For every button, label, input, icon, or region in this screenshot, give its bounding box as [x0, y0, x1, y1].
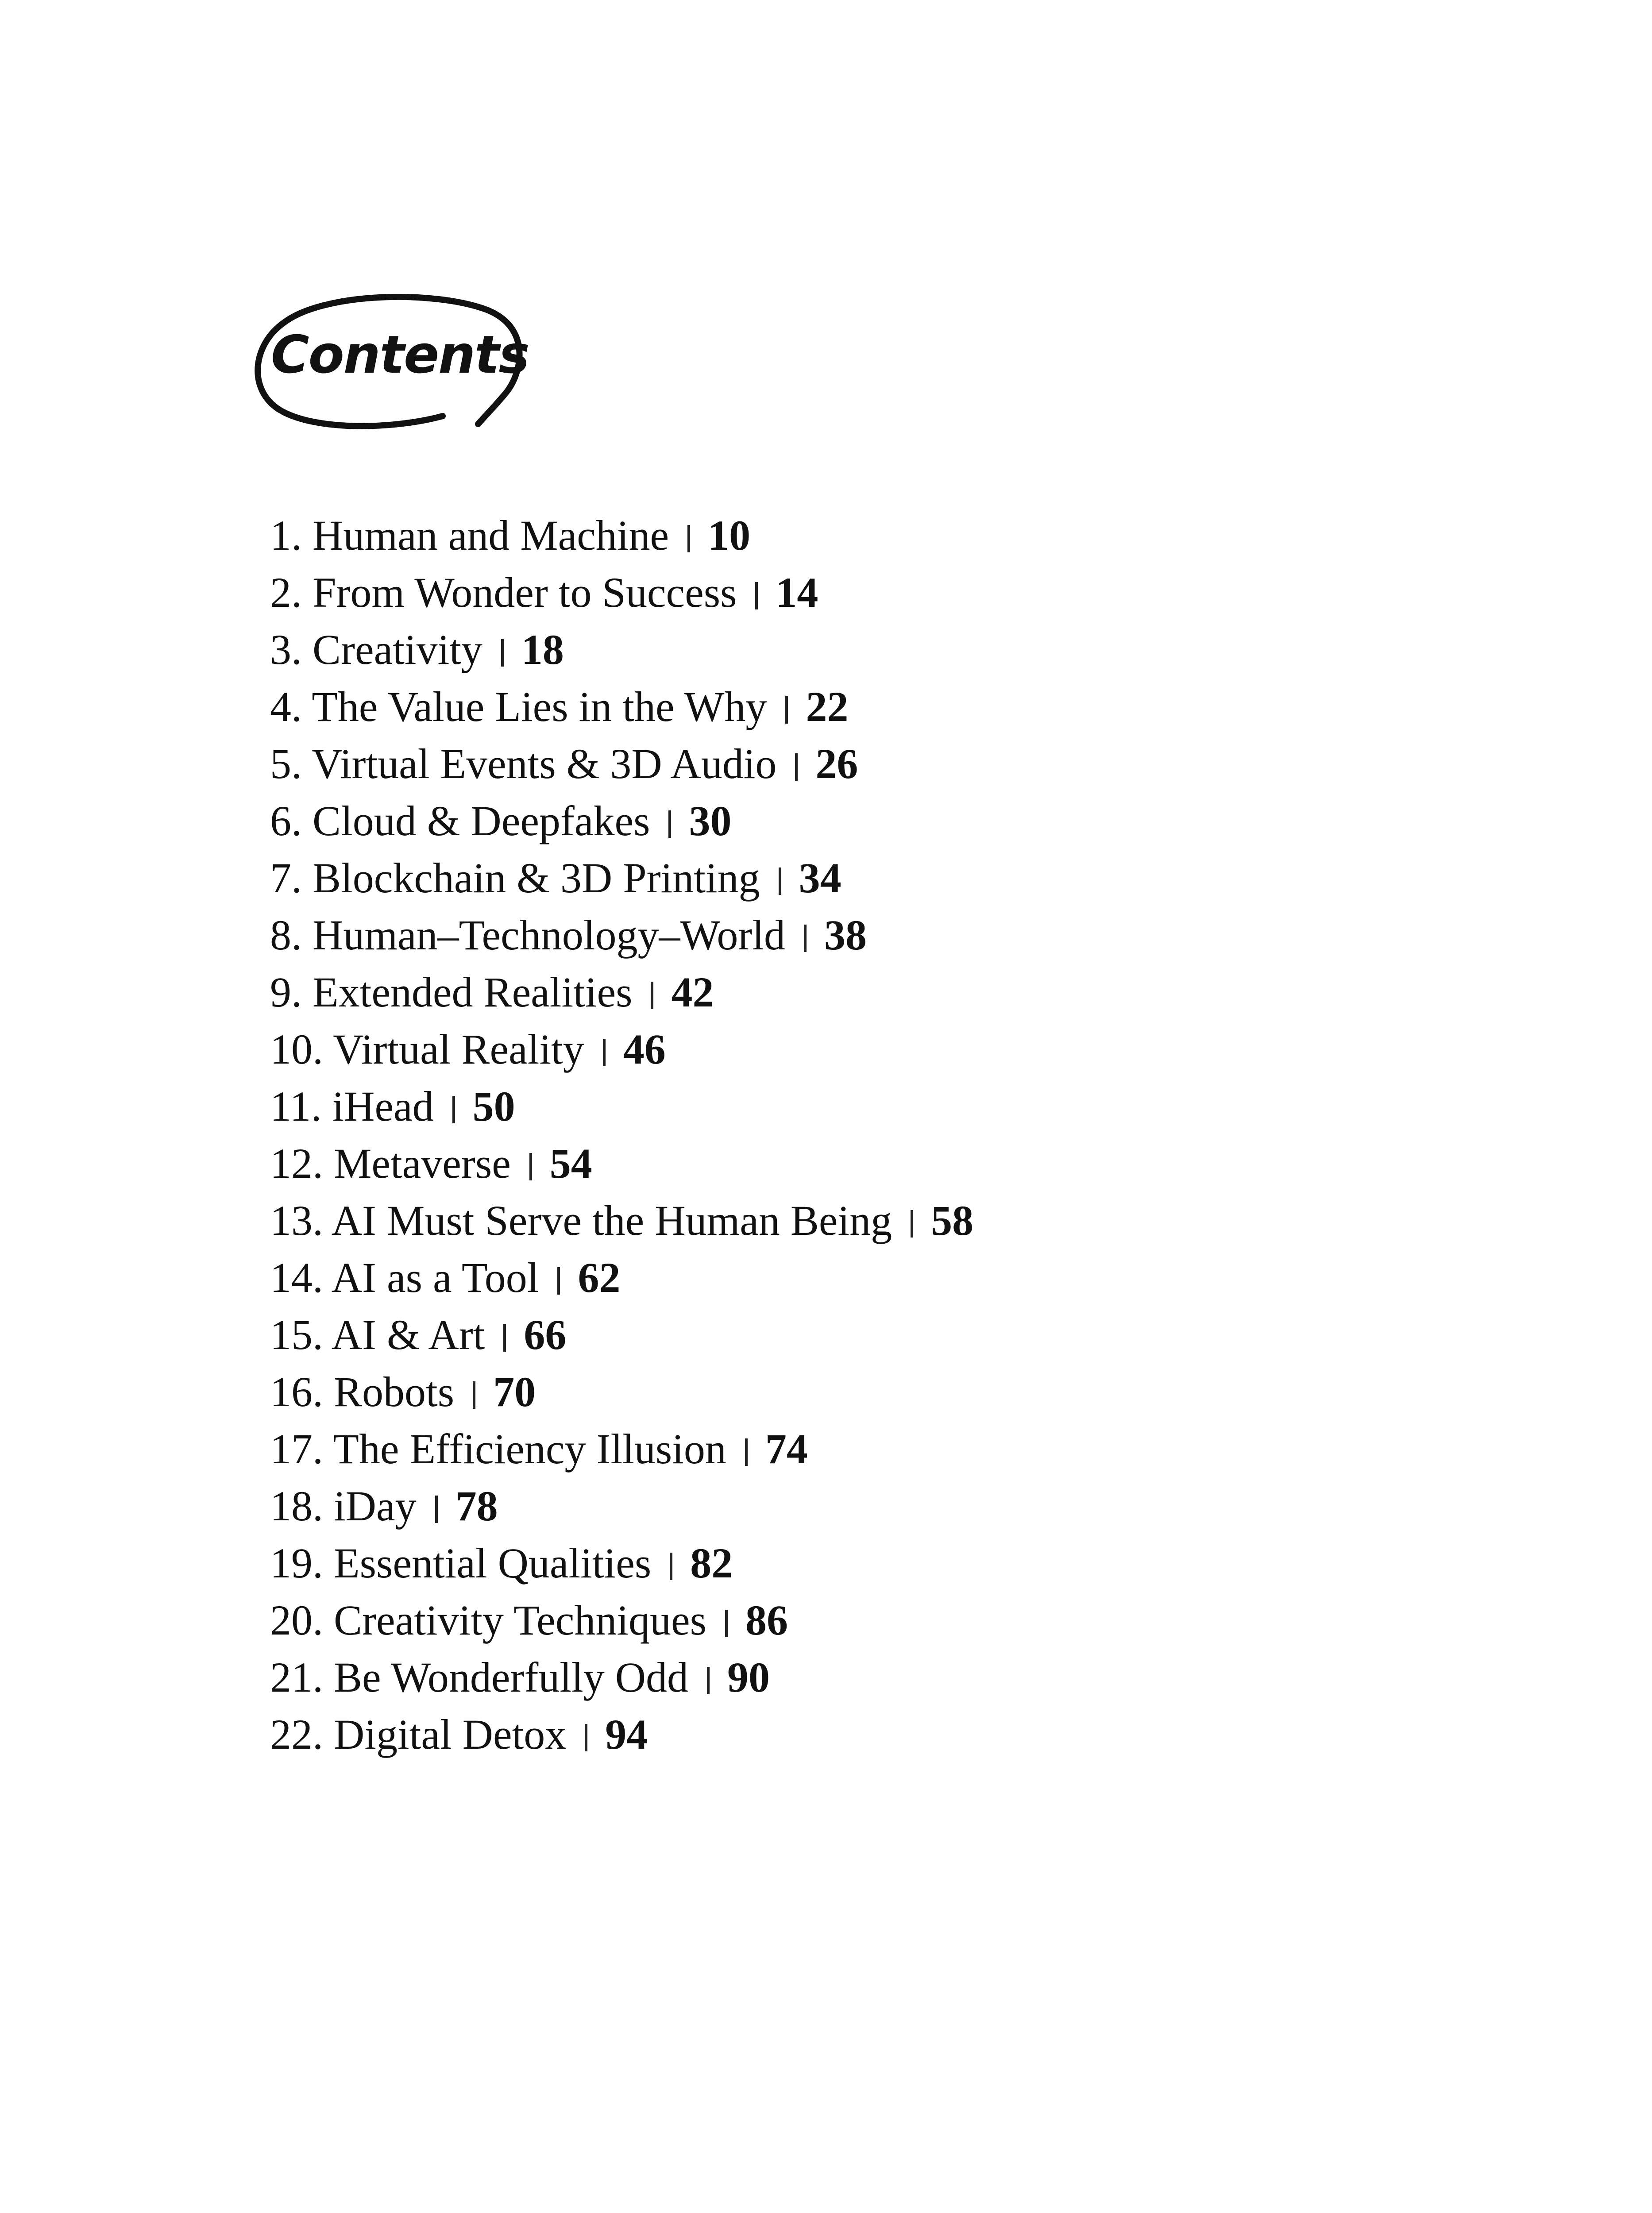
toc-separator	[452, 1096, 455, 1123]
toc-separator	[668, 810, 671, 838]
toc-entry-title: 12. Metaverse	[270, 1140, 511, 1187]
toc-entry	[270, 964, 973, 1021]
toc-entry-page-number: 34	[799, 854, 841, 902]
toc-entry-page-number: 26	[815, 740, 858, 787]
toc-entry	[270, 1078, 973, 1135]
toc-entry-title: 18. iDay	[270, 1482, 417, 1530]
toc-entry	[270, 849, 973, 906]
toc-entry-page-number: 70	[493, 1368, 536, 1415]
toc-entry	[270, 1477, 973, 1534]
toc-entry-title: 19. Essential Qualities	[270, 1539, 652, 1587]
toc-entry	[270, 1649, 973, 1706]
toc-entry-page-number: 46	[623, 1026, 666, 1073]
toc-entry-page-number: 78	[455, 1482, 498, 1530]
toc-separator	[779, 867, 781, 895]
toc-separator	[804, 925, 807, 952]
toc-entry-page-number: 90	[727, 1654, 770, 1701]
toc-entry-page-number: 94	[605, 1711, 648, 1758]
table-of-contents	[270, 507, 973, 1763]
toc-entry-page-number: 82	[690, 1539, 733, 1587]
toc-entry-title: 9. Extended Realities	[270, 968, 633, 1016]
toc-entry-title: 21. Be Wonderfully Odd	[270, 1654, 689, 1701]
toc-entry-title: 13. AI Must Serve the Human Being	[270, 1197, 892, 1244]
toc-entry	[270, 1420, 973, 1477]
toc-entry-title: 2. From Wonder to Success	[270, 569, 737, 616]
toc-separator	[911, 1210, 913, 1238]
toc-entry-title: 8. Human–Technology–World	[270, 911, 785, 959]
toc-entry-title: 3. Creativity	[270, 626, 482, 673]
toc-entry	[270, 1135, 973, 1192]
toc-separator	[557, 1267, 560, 1295]
toc-entry-title: 17. The Efficiency Illusion	[270, 1425, 726, 1473]
toc-entry-page-number: 42	[671, 968, 714, 1016]
page-title: Contents	[271, 324, 529, 385]
toc-separator	[585, 1724, 587, 1751]
toc-entry-title: 15. AI & Art	[270, 1311, 485, 1358]
toc-entry	[270, 1534, 973, 1592]
toc-entry	[270, 735, 973, 792]
toc-entry	[270, 507, 973, 564]
toc-entry-page-number: 54	[549, 1140, 592, 1187]
toc-entry-title: 20. Creativity Techniques	[270, 1596, 706, 1644]
toc-separator	[435, 1496, 438, 1523]
toc-separator	[755, 582, 758, 609]
toc-entry-page-number: 14	[776, 569, 818, 616]
toc-entry-title: 10. Virtual Reality	[270, 1026, 584, 1073]
toc-entry-page-number: 86	[745, 1596, 788, 1644]
toc-separator	[687, 525, 690, 552]
toc-entry-page-number: 66	[524, 1311, 567, 1358]
toc-separator	[529, 1153, 532, 1180]
toc-separator	[795, 753, 798, 781]
toc-entry	[270, 1363, 973, 1420]
toc-separator	[603, 1039, 606, 1066]
toc-separator	[473, 1381, 475, 1409]
toc-separator	[503, 1324, 506, 1352]
toc-entry-page-number: 62	[578, 1254, 621, 1301]
toc-entry	[270, 621, 973, 678]
toc-entry	[270, 1592, 973, 1649]
toc-entry	[270, 1249, 973, 1306]
toc-entry-page-number: 74	[765, 1425, 808, 1473]
toc-entry-page-number: 58	[931, 1197, 974, 1244]
toc-separator	[725, 1610, 728, 1637]
toc-entry-title: 1. Human and Machine	[270, 512, 669, 559]
toc-entry-title: 14. AI as a Tool	[270, 1254, 539, 1301]
toc-separator	[501, 639, 504, 667]
toc-entry-page-number: 30	[689, 797, 732, 844]
toc-entry	[270, 792, 973, 849]
toc-entry	[270, 678, 973, 735]
toc-separator	[670, 1553, 672, 1580]
toc-entry-title: 5. Virtual Events & 3D Audio	[270, 740, 777, 787]
toc-entry-title: 4. The Value Lies in the Why	[270, 683, 767, 730]
toc-entry	[270, 1021, 973, 1078]
toc-entry	[270, 1306, 973, 1363]
toc-entry-page-number: 10	[708, 512, 751, 559]
toc-entry-page-number: 18	[521, 626, 564, 673]
toc-entry-title: 22. Digital Detox	[270, 1711, 567, 1758]
toc-entry-title: 6. Cloud & Deepfakes	[270, 797, 650, 844]
toc-separator	[785, 696, 788, 724]
contents-heading	[248, 283, 531, 434]
toc-entry	[270, 1192, 973, 1249]
toc-separator	[745, 1438, 748, 1466]
toc-separator	[651, 982, 653, 1009]
toc-entry	[270, 564, 973, 621]
toc-entry-title: 7. Blockchain & 3D Printing	[270, 854, 760, 902]
toc-separator	[707, 1667, 710, 1694]
toc-entry	[270, 906, 973, 964]
toc-entry-page-number: 50	[472, 1083, 515, 1130]
toc-entry-title: 11. iHead	[270, 1083, 434, 1130]
toc-entry-page-number: 22	[806, 683, 849, 730]
toc-entry-page-number: 38	[824, 911, 867, 959]
toc-entry-title: 16. Robots	[270, 1368, 455, 1415]
toc-entry	[270, 1706, 973, 1763]
